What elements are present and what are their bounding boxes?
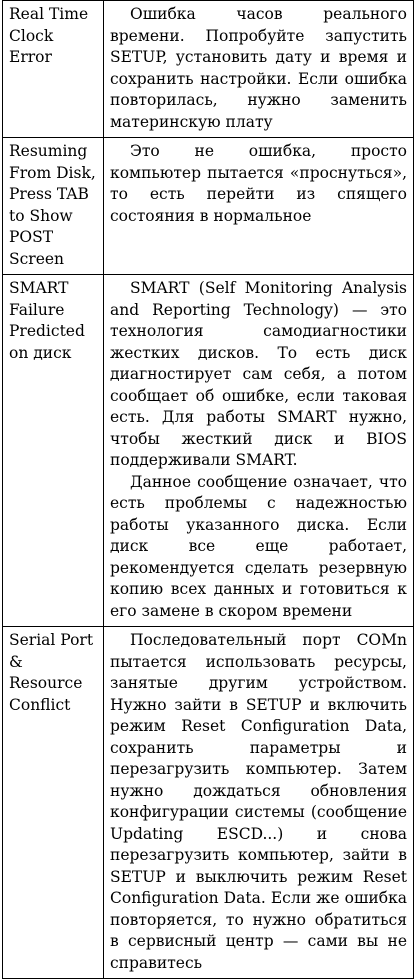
error-message-cell: SMART Failure Predicted on диск: [3, 275, 104, 627]
description-paragraph: Данное сообщение означает, что есть проблемы с надежностью работы указанного диска. Если диск все еще работает, рекомендуется сделать резервную копию всех данных и готовиться к его замене в скором времени: [110, 472, 407, 620]
description-paragraph: Последовательный порт COMn пытается использовать ресурсы, занятые другим устройством. Нужно зайти в SETUP и включить режим Reset Configuration Data, сохранить параметры и перезагрузить компьютер. Затем нужно дождаться обновления конфигурации системы (сообщение Updating ESCD...) и снова перезагрузить компьютер, зайти в SETUP и выключить режим Reset Configuration Data. Если же ошибка повторяется, то нужно обратиться в сервисный центр — сами вы не справитесь: [110, 631, 407, 972]
error-message-cell: Real Time Clock Error: [3, 1, 104, 138]
error-message-cell: Serial Port & Resource Conflict: [3, 627, 104, 979]
table-row: [3, 138, 414, 275]
description-paragraph: SMART (Self Monitoring Analysis and Reporting Technology) — это технология самодиагностики жестких дисков. То есть диск диагностирует сам себя, а потом сообщает об ошибке, если таковая есть. Для работы SMART нужно, чтобы жесткий диск и BIOS поддерживали SMART.: [110, 279, 407, 469]
error-description-cell: [104, 138, 414, 275]
description-paragraph: Это не ошибка, просто компьютер пытается «проснуться», то есть перейти из спящего состояния в нормальное: [110, 142, 407, 225]
description-paragraph: Ошибка часов реального времени. Попробуйте запустить SETUP, установить дату и время и сохранить настройки. Если ошибка повторилась, нужно заменить материнскую плату: [110, 5, 407, 131]
table-row: [3, 275, 414, 627]
table-row: [3, 627, 414, 979]
error-description-cell: [104, 627, 414, 979]
error-description-cell: [104, 275, 414, 627]
table-row: [3, 1, 414, 138]
error-message-cell: Resuming From Disk, Press TAB to Show POST Screen: [3, 138, 104, 275]
bios-error-table: [2, 0, 414, 979]
error-description-cell: [104, 1, 414, 138]
